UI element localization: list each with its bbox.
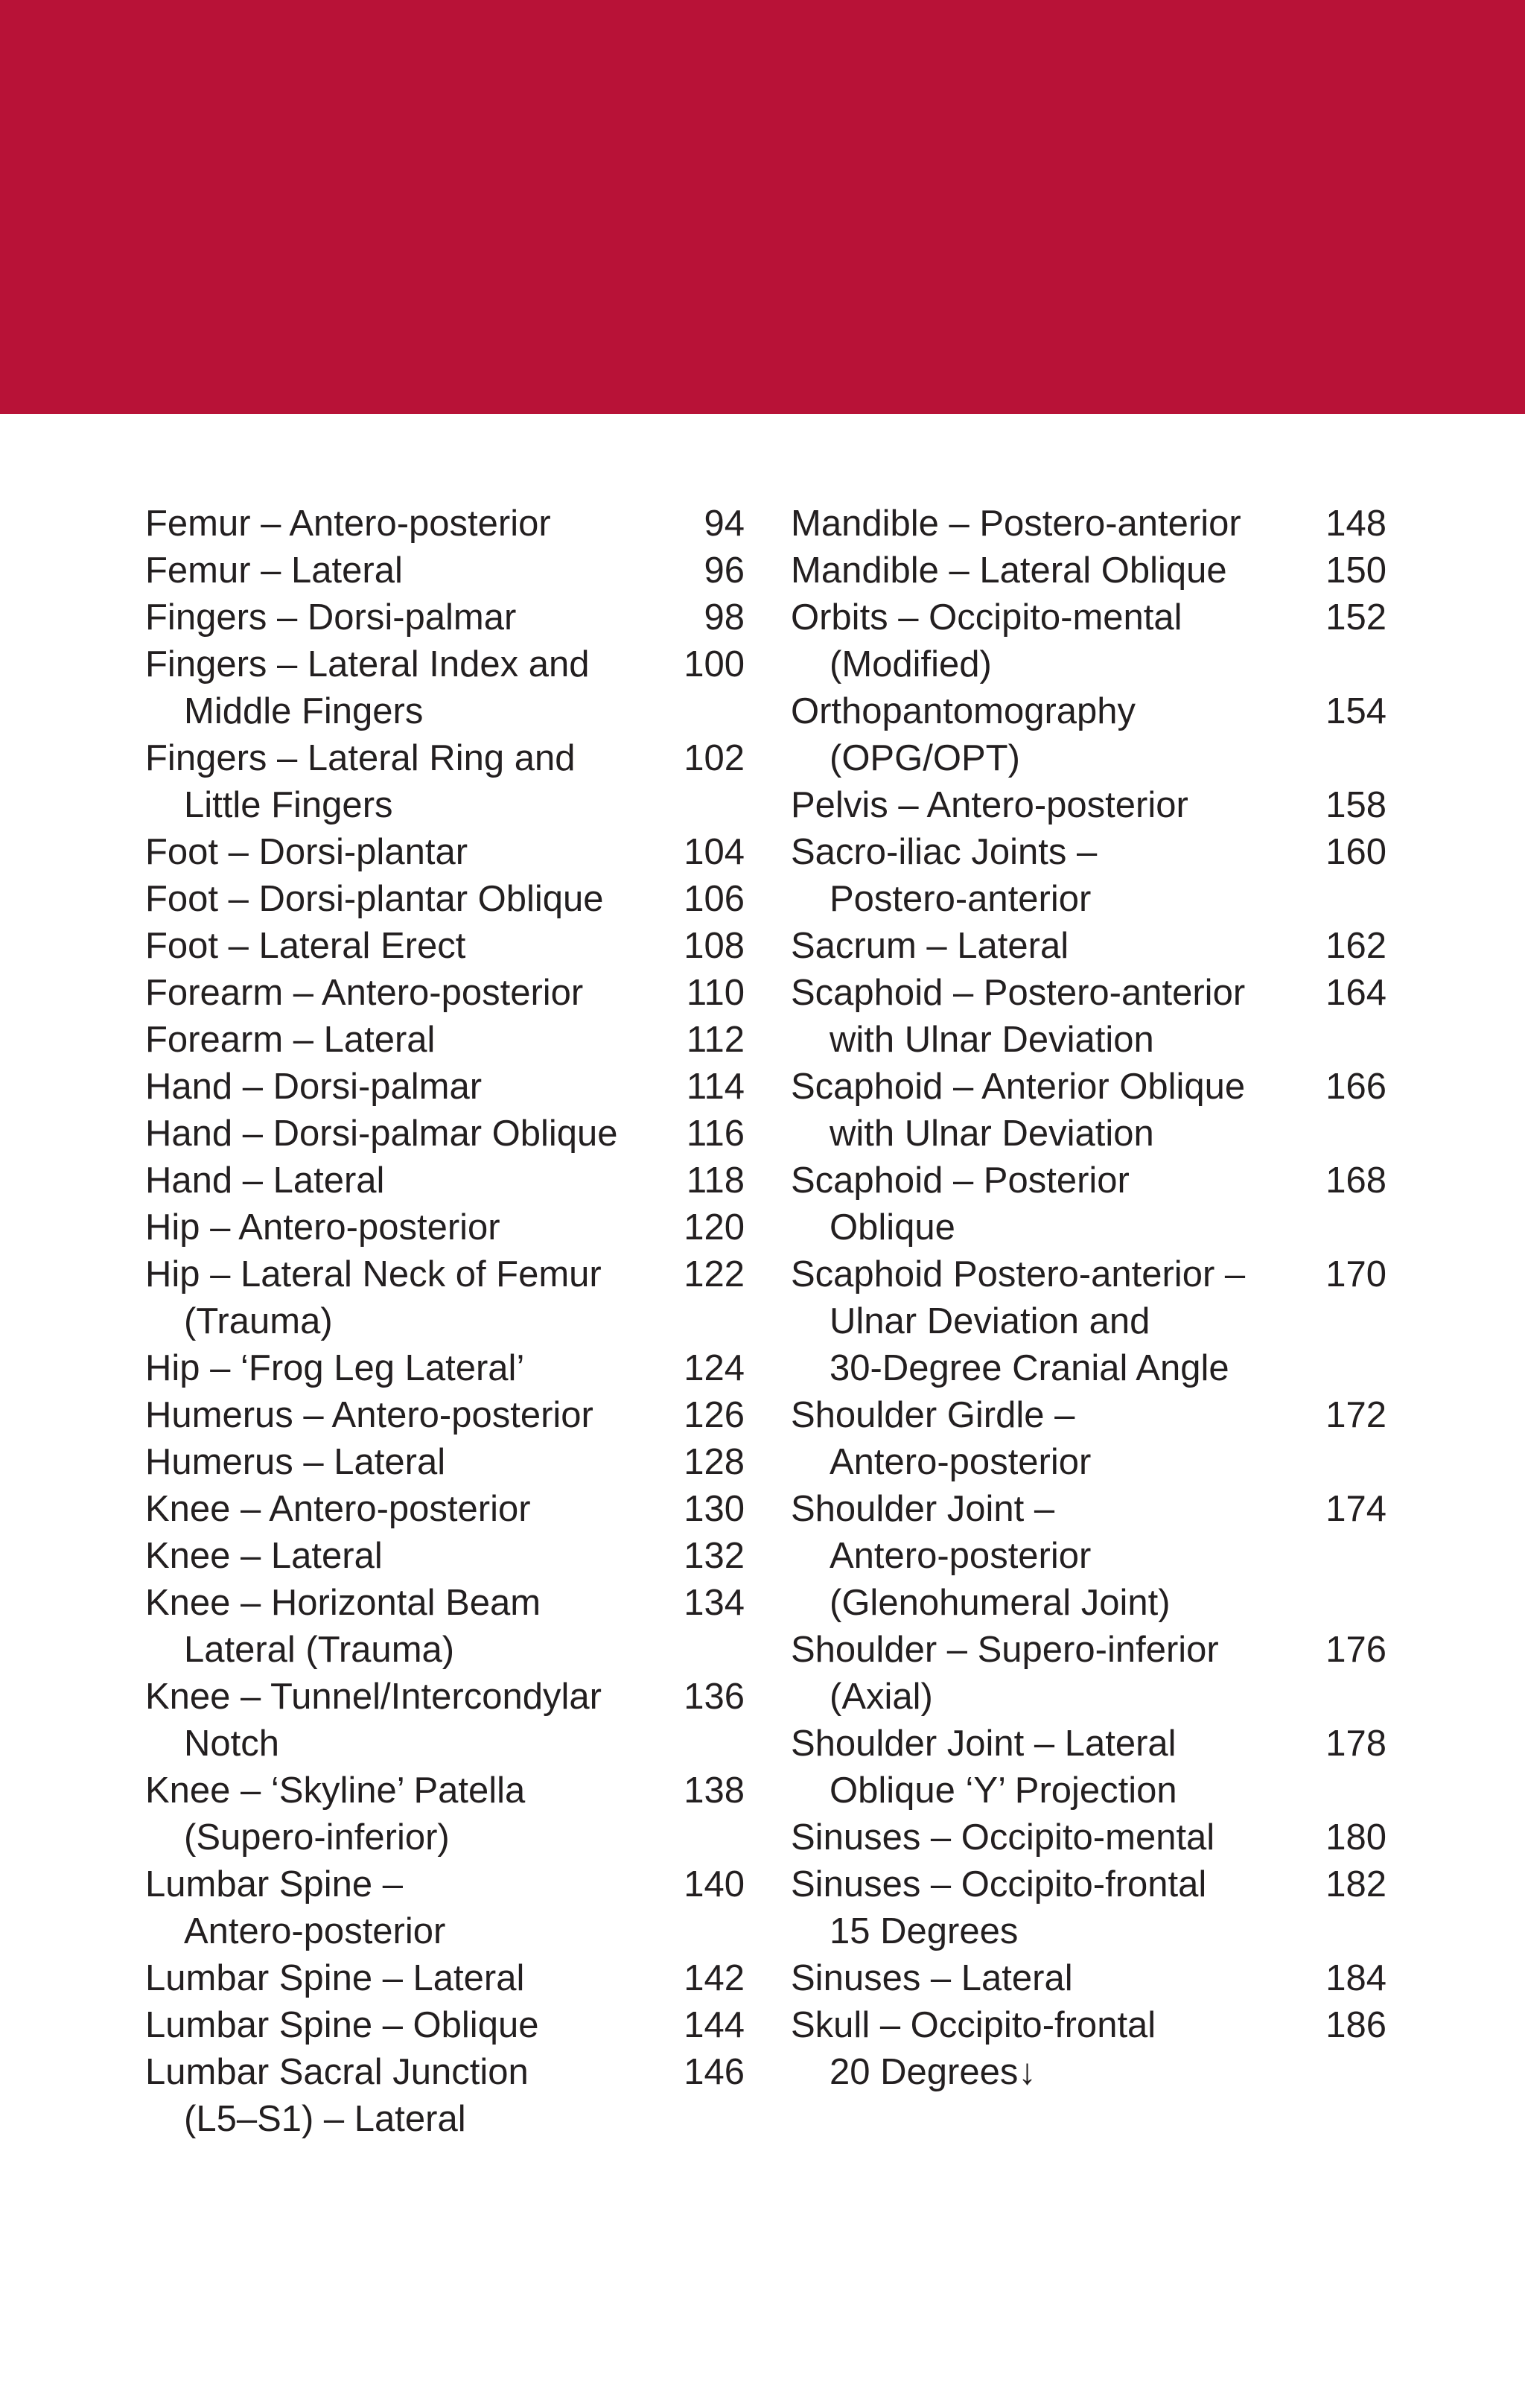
toc-entry-page-number: 136: [684, 1677, 745, 1717]
toc-entry-title: [145, 501, 551, 547]
toc-entry-title-line: Foot – Lateral Erect: [145, 926, 466, 966]
toc-entry[interactable]: [791, 547, 1386, 594]
toc-entry-title: [791, 1157, 1130, 1251]
toc-entry-title: [791, 1064, 1245, 1157]
toc-entry[interactable]: [145, 1204, 745, 1251]
toc-entry-title: [145, 829, 468, 876]
toc-entry[interactable]: [145, 1392, 745, 1439]
toc-entry-page-number: 110: [686, 973, 745, 1013]
toc-entry-title: [791, 547, 1227, 594]
toc-entry[interactable]: [145, 829, 745, 876]
toc-entry-page-number: 154: [1325, 691, 1386, 731]
toc-entry-title-line: Forearm – Antero-posterior: [145, 973, 584, 1013]
toc-entry-title-line: Orbits – Occipito-mental: [791, 597, 1182, 638]
toc-entry[interactable]: [791, 1861, 1386, 1955]
toc-entry-title-line: Foot – Dorsi-plantar Oblique: [145, 879, 604, 919]
toc-entry[interactable]: [145, 1064, 745, 1111]
toc-entry-page-number: 126: [684, 1395, 745, 1435]
toc-entry[interactable]: [791, 970, 1386, 1064]
toc-entry-title: [145, 1251, 602, 1345]
toc-entry-title: [145, 1064, 482, 1111]
toc-entry-page-number: 134: [684, 1583, 745, 1623]
toc-entry-title: [145, 1392, 593, 1439]
toc-entry-title-continuation: (Axial): [830, 1677, 933, 1717]
toc-entry[interactable]: [791, 2002, 1386, 2096]
toc-entry-title-continuation: 15 Degrees: [830, 1911, 1019, 1951]
toc-entry-page-number: 186: [1325, 2005, 1386, 2045]
toc-entry-title-line: Lumbar Sacral Junction: [145, 2052, 529, 2092]
toc-entry-title-line: Hip – ‘Frog Leg Lateral’: [145, 1348, 525, 1388]
toc-entry-title: [145, 2002, 538, 2049]
toc-entry[interactable]: [791, 501, 1386, 547]
toc-entry-title-continuation: (Glenohumeral Joint): [830, 1583, 1171, 1623]
toc-entry-page-number: 100: [684, 644, 745, 684]
toc-entry-page-number: 124: [684, 1348, 745, 1388]
toc-entry-title: [145, 1157, 384, 1204]
toc-entry-page-number: 146: [684, 2052, 745, 2092]
header-banner: [0, 0, 1525, 414]
toc-entry-page-number: 178: [1325, 1724, 1386, 1764]
toc-entry-title-line: Knee – ‘Skyline’ Patella: [145, 1770, 526, 1811]
toc-entry[interactable]: [145, 1955, 745, 2002]
toc-entry-page-number: 176: [1325, 1630, 1386, 1670]
toc-entry-title-line: Hand – Lateral: [145, 1160, 385, 1201]
toc-entry-title: [145, 1204, 500, 1251]
toc-entry-title-line: Lumbar Spine –: [145, 1864, 403, 1905]
toc-entry-title-line: Pelvis – Antero-posterior: [791, 785, 1188, 825]
toc-entry-page-number: 152: [1325, 597, 1386, 638]
toc-entry[interactable]: [791, 923, 1386, 970]
toc-entry-title-line: Foot – Dorsi-plantar: [145, 832, 468, 872]
toc-entry-title-line: Femur – Lateral: [145, 550, 403, 591]
toc-entry-title: [145, 1111, 618, 1157]
toc-entry-title-continuation: 20 Degrees↓: [830, 2052, 1037, 2092]
toc-entry-page-number: 118: [686, 1160, 745, 1201]
toc-entry-title-line: Hip – Lateral Neck of Femur: [145, 1254, 602, 1294]
toc-entry-title-line: Knee – Tunnel/Intercondylar: [145, 1677, 602, 1717]
toc-entry-page-number: 172: [1325, 1395, 1386, 1435]
toc-entry-title: [791, 1955, 1073, 2002]
toc-entry-title-line: Sinuses – Occipito-frontal: [791, 1864, 1207, 1905]
toc-entry-title-continuation: (Supero-inferior): [184, 1817, 450, 1858]
toc-entry-title-continuation: Middle Fingers: [184, 691, 424, 731]
toc-entry-title: [145, 1439, 445, 1486]
toc-entry-title: [791, 2002, 1156, 2096]
toc-entry[interactable]: [791, 1251, 1386, 1392]
toc-entry-title-continuation: (OPG/OPT): [830, 738, 1020, 778]
toc-entry-title: [145, 641, 590, 735]
toc-entry[interactable]: [791, 688, 1386, 782]
toc-entry-page-number: 120: [684, 1207, 745, 1248]
toc-entry-title-line: Lumbar Spine – Oblique: [145, 2005, 539, 2045]
toc-entry[interactable]: [791, 1486, 1386, 1627]
toc-entry[interactable]: [145, 923, 745, 970]
toc-entry-page-number: 108: [684, 926, 745, 966]
toc-entry-title-continuation: Lateral (Trauma): [184, 1630, 455, 1670]
toc-entry-title: [791, 1251, 1245, 1392]
toc-entry[interactable]: [145, 735, 745, 829]
toc-entry-page-number: 168: [1325, 1160, 1386, 1201]
toc-entry-title-line: Knee – Antero-posterior: [145, 1489, 531, 1529]
toc-entry-title: [145, 1017, 435, 1064]
toc-entry-title-line: Mandible – Lateral Oblique: [791, 550, 1227, 591]
toc-entry[interactable]: [791, 594, 1386, 688]
toc-entry-page-number: 182: [1325, 1864, 1386, 1905]
toc-entry-page-number: 130: [684, 1489, 745, 1529]
toc-entry-title-continuation: (Modified): [830, 644, 992, 684]
toc-entry-title-line: Scaphoid – Posterior: [791, 1160, 1130, 1201]
toc-entry[interactable]: [145, 1580, 745, 1674]
toc-entry-page-number: 148: [1325, 503, 1386, 544]
toc-entry[interactable]: [145, 1157, 745, 1204]
toc-entry[interactable]: [145, 1533, 745, 1580]
toc-entry-page-number: 174: [1325, 1489, 1386, 1529]
toc-entry-title: [791, 1721, 1177, 1814]
toc-entry-title-line: Fingers – Lateral Index and: [145, 644, 590, 684]
toc-entry-title-continuation: Oblique ‘Y’ Projection: [830, 1770, 1177, 1811]
toc-entry-page-number: 94: [704, 503, 745, 544]
toc-entry[interactable]: [791, 1955, 1386, 2002]
toc-entry[interactable]: [145, 1345, 745, 1392]
toc-entry-title: [145, 970, 583, 1017]
toc-entry-page-number: 128: [684, 1442, 745, 1482]
toc-entry-title-continuation: Oblique: [830, 1207, 955, 1248]
toc-entry-title-line: Forearm – Lateral: [145, 1020, 436, 1060]
toc-entry[interactable]: [145, 547, 745, 594]
toc-entry[interactable]: [145, 970, 745, 1017]
toc-entry-page-number: 166: [1325, 1067, 1386, 1107]
toc-entry-title: [791, 501, 1241, 547]
toc-entry-page-number: 138: [684, 1770, 745, 1811]
toc-entry[interactable]: [145, 1111, 745, 1157]
toc-entry-title: [791, 1627, 1219, 1721]
toc-entry-page-number: 114: [686, 1067, 745, 1107]
toc-entry-page-number: 164: [1325, 973, 1386, 1013]
toc-entry-title: [791, 829, 1097, 923]
toc-entry[interactable]: [791, 1392, 1386, 1486]
toc-entry-title: [145, 923, 465, 970]
toc-entry-title-line: Skull – Occipito-frontal: [791, 2005, 1156, 2045]
toc-entry-page-number: 142: [684, 1958, 745, 1998]
toc-entry-title-line: Fingers – Dorsi-palmar: [145, 597, 517, 638]
toc-entry-page-number: 144: [684, 2005, 745, 2045]
toc-entry-title-continuation: (L5–S1) – Lateral: [184, 2099, 466, 2139]
toc-entry-title: [145, 594, 516, 641]
toc-entry-title: [145, 735, 575, 829]
toc-entry[interactable]: [145, 1861, 745, 1955]
toc-entry-title: [145, 2049, 529, 2143]
toc-entry[interactable]: [145, 1767, 745, 1861]
toc-entry-title-continuation: Antero-posterior: [830, 1442, 1092, 1482]
toc-entry-title-line: Shoulder Joint – Lateral: [791, 1724, 1177, 1764]
toc-entry-title-line: Shoulder Girdle –: [791, 1395, 1075, 1435]
toc-entry-page-number: 102: [684, 738, 745, 778]
toc-entry-title-line: Shoulder Joint –: [791, 1489, 1055, 1529]
toc-entry-page-number: 184: [1325, 1958, 1386, 1998]
toc-entry-page-number: 160: [1325, 832, 1386, 872]
toc-entry-title-line: Orthopantomography: [791, 691, 1136, 731]
toc-entry-title-continuation: Antero-posterior: [830, 1536, 1092, 1576]
toc-entry-title: [145, 1580, 541, 1674]
toc-entry-title-line: Humerus – Lateral: [145, 1442, 446, 1482]
toc-entry-title-continuation: Antero-posterior: [184, 1911, 446, 1951]
toc-entry-title-line: Mandible – Postero-anterior: [791, 503, 1241, 544]
toc-entry-title: [791, 923, 1069, 970]
toc-entry-title-continuation: with Ulnar Deviation: [830, 1114, 1154, 1154]
toc-entry[interactable]: [791, 1157, 1386, 1251]
toc-entry-title-line: Hip – Antero-posterior: [145, 1207, 500, 1248]
toc-entry-page-number: 98: [704, 597, 745, 638]
toc-entry-page-number: 180: [1325, 1817, 1386, 1858]
toc-entry-title-continuation: Ulnar Deviation and: [830, 1301, 1150, 1341]
toc-entry-page-number: 106: [684, 879, 745, 919]
toc-entry-title-continuation: 30-Degree Cranial Angle: [830, 1348, 1229, 1388]
toc-entry[interactable]: [145, 594, 745, 641]
toc-entry-title: [791, 594, 1182, 688]
toc-entry-title-line: Lumbar Spine – Lateral: [145, 1958, 525, 1998]
toc-entry-title-line: Hand – Dorsi-palmar Oblique: [145, 1114, 618, 1154]
toc-entry-title: [145, 1533, 383, 1580]
toc-entry-title: [791, 688, 1136, 782]
toc-entry[interactable]: [791, 1627, 1386, 1721]
toc-entry-page-number: 140: [684, 1864, 745, 1905]
toc-entry-title-line: Scaphoid – Postero-anterior: [791, 973, 1246, 1013]
toc-entry-title-line: Fingers – Lateral Ring and: [145, 738, 576, 778]
toc-entry[interactable]: [145, 1017, 745, 1064]
toc-entry[interactable]: [145, 2049, 745, 2143]
toc-entry-title: [791, 970, 1245, 1064]
toc-entry-title-continuation: (Trauma): [184, 1301, 333, 1341]
toc-entry-title-line: Knee – Lateral: [145, 1536, 383, 1576]
toc-entry-title-line: Sinuses – Lateral: [791, 1958, 1073, 1998]
toc-entry-title-continuation: Little Fingers: [184, 785, 393, 825]
toc-entry[interactable]: [145, 501, 745, 547]
toc-entry-title-continuation: Postero-anterior: [830, 879, 1092, 919]
toc-entry[interactable]: [145, 2002, 745, 2049]
toc-entry-title-continuation: with Ulnar Deviation: [830, 1020, 1154, 1060]
toc-entry-title: [145, 547, 403, 594]
toc-entry-title-line: Sinuses – Occipito-mental: [791, 1817, 1215, 1858]
toc-entry-title-continuation: Notch: [184, 1724, 280, 1764]
toc-entry-title: [145, 1955, 524, 2002]
toc-entry[interactable]: [145, 1674, 745, 1767]
toc-entry-title-line: Sacro-iliac Joints –: [791, 832, 1098, 872]
toc-entry-title: [791, 1392, 1091, 1486]
toc-entry[interactable]: [791, 782, 1386, 829]
toc-entry-title: [791, 1861, 1206, 1955]
toc-entry-title: [145, 876, 604, 923]
toc-entry-title: [145, 1861, 445, 1955]
toc-entry-page-number: 104: [684, 832, 745, 872]
toc-entry-title-line: Shoulder – Supero-inferior: [791, 1630, 1219, 1670]
toc-entry-page-number: 132: [684, 1536, 745, 1576]
toc-entry-page-number: 112: [686, 1020, 745, 1060]
toc-entry-title-line: Hand – Dorsi-palmar: [145, 1067, 483, 1107]
toc-entry-title: [791, 1486, 1171, 1627]
toc-entry[interactable]: [791, 1064, 1386, 1157]
toc-entry[interactable]: [791, 1721, 1386, 1814]
toc-entry-title-line: Scaphoid – Anterior Oblique: [791, 1067, 1246, 1107]
toc-column-left: [145, 501, 745, 2143]
toc-entry-title: [145, 1767, 525, 1861]
toc-entry[interactable]: [145, 1486, 745, 1533]
toc-entry-page-number: 116: [686, 1114, 745, 1154]
toc-entry-title-line: Humerus – Antero-posterior: [145, 1395, 593, 1435]
toc-column-right: [791, 501, 1386, 2096]
toc-entry-title: [145, 1486, 531, 1533]
toc-entry-page-number: 122: [684, 1254, 745, 1294]
toc-entry-page-number: 158: [1325, 785, 1386, 825]
toc-entry-title-line: Knee – Horizontal Beam: [145, 1583, 541, 1623]
toc-entry-title: [145, 1345, 524, 1392]
toc-entry-page-number: 150: [1325, 550, 1386, 591]
toc-entry[interactable]: [145, 876, 745, 923]
toc-entry-page-number: 170: [1325, 1254, 1386, 1294]
toc-entry-title-line: Femur – Antero-posterior: [145, 503, 551, 544]
toc-entry-page-number: 96: [704, 550, 745, 591]
toc-entry-title: [145, 1674, 602, 1767]
toc-entry-title: [791, 782, 1188, 829]
toc-entry-page-number: 162: [1325, 926, 1386, 966]
toc-entry[interactable]: [145, 1439, 745, 1486]
toc-entry[interactable]: [791, 1814, 1386, 1861]
toc-entry-title-line: Scaphoid Postero-anterior –: [791, 1254, 1246, 1294]
toc-entry-title: [791, 1814, 1214, 1861]
toc-entry[interactable]: [145, 641, 745, 735]
toc-entry[interactable]: [145, 1251, 745, 1345]
toc-entry[interactable]: [791, 829, 1386, 923]
toc-entry-title-line: Sacrum – Lateral: [791, 926, 1069, 966]
